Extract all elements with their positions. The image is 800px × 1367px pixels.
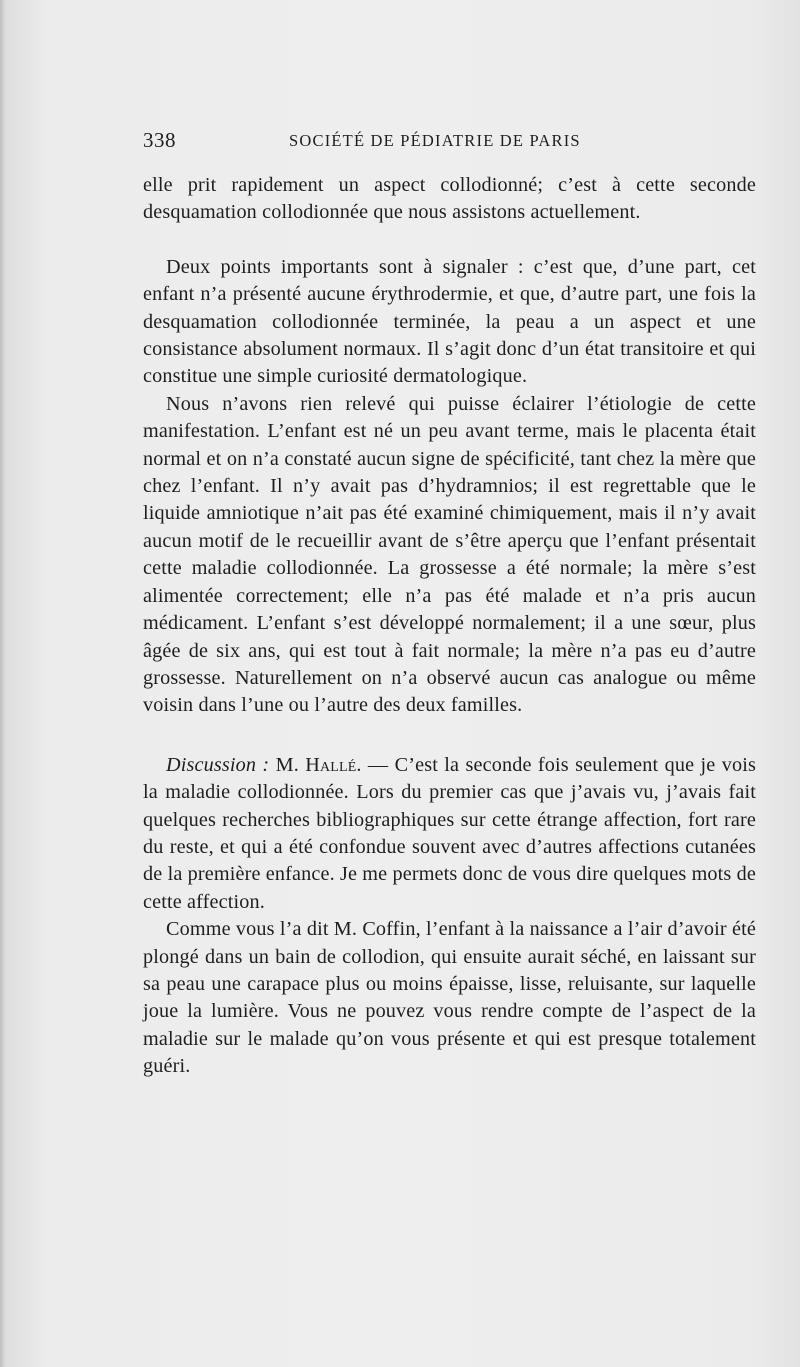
speaker-prefix: M. <box>275 753 306 776</box>
running-title: SOCIÉTÉ DE PÉDIATRIE DE PARIS <box>289 131 581 150</box>
paragraph-continuation: elle prit rapidement un aspect collodionné; c’est à cette seconde desquamation collodionnée que nous assistons actuellement. <box>143 174 756 224</box>
page-edge-shadow <box>0 0 6 1367</box>
page-header <box>143 128 755 158</box>
page-number: 338 <box>143 128 176 152</box>
paragraph-description: Comme vous l’a dit M. Coffin, l’enfant à la naissance a l’air d’avoir été plongé dans un bain de collodion, qui ensuite aurait séché, en laissant sur sa peau une carapace plus ou moins épaisse, lisse, reluisante, sur laquelle joue la lumière. Vous ne pouvez vous rendre compte de l’aspect de la maladie sur le malade qu’on vous présente et qui est presque totalement guéri. <box>143 918 756 1078</box>
paragraph-etiology: Nous n’avons rien relevé qui puisse éclairer l’étiologie de cette manifestation. L’enfant est né un peu avant terme, mais le placenta était normal et on n’a constaté aucun signe de spécificité, tant chez la mère que chez l’enfant. Il n’y avait pas d’hydramnios; il est regrettable que le liquide amniotique n’ait pas été examiné chimiquement, mais il n’y avait aucun motif de le recueillir avant de s’être aperçu que l’enfant présentait cette maladie collodionnée. La grossesse a été normale; la mère s’est alimentée correctement; elle n’a pas été malade et n’a pris aucun médicament. L’enfant s’est développé normalement; il a une sœur, plus âgée de six ans, qui est tout à fait normale; la mère n’a pas eu d’autre grossesse. Naturellement on n’a observé aucun cas analogue ou même voisin dans l’une ou l’autre des deux familles. <box>143 392 756 717</box>
speaker-name: Hallé. <box>305 753 362 776</box>
paragraph-two-points: Deux points importants sont à signaler : c’est que, d’une part, cet enfant n’a présenté aucune érythrodermie, et que, d’autre part, une fois la desquamation collodionnée terminée, la peau a un aspect et une consistance absolument normaux. Il s’agit donc d’un état transitoire et qui constitue une simple curiosité dermatologique. <box>143 255 756 388</box>
article-body <box>143 172 756 1081</box>
paragraph-discussion <box>143 752 756 916</box>
discussion-text: — C’est la seconde fois seulement que je vois la maladie collodionnée. Lors du premier cas que j’avais vu, j’avais fait quelques recherches bibliographiques sur cette étrange affection, fort rare du reste, et qui a été confondue souvent avec d’autres affections cutanées de la première enfance. Je me permets donc de vous dire quelques mots de cette affection. <box>143 753 757 913</box>
discussion-label: Discussion : <box>166 753 270 776</box>
